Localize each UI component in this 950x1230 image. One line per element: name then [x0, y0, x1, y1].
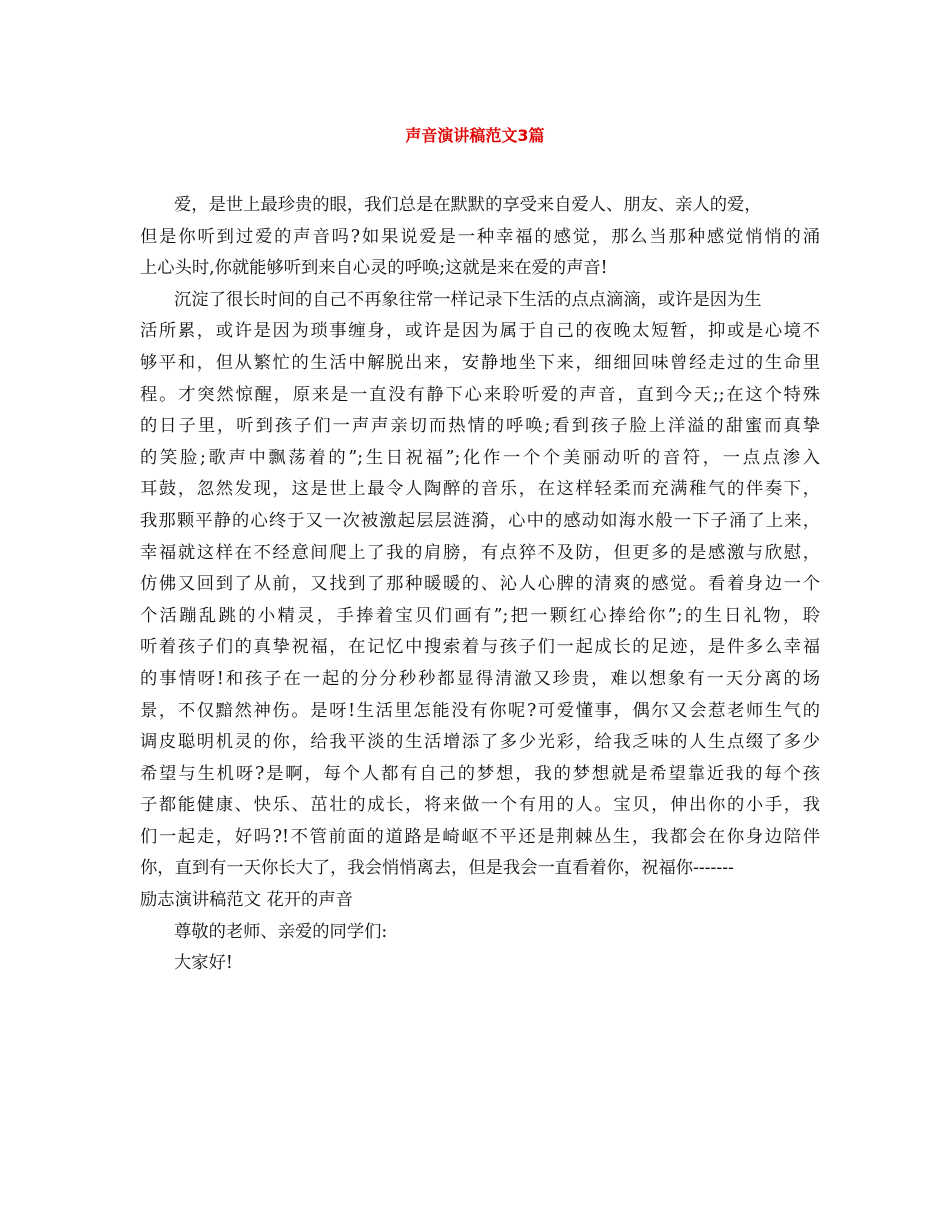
text-line: 励志演讲稿范文 花开的声音: [140, 890, 353, 911]
text-line: 爱，是世上最珍贵的眼，我们总是在默默的享受来自爱人、朋友、亲人的爱，: [174, 195, 762, 215]
text-line: 听着孩子们的真挚祝福，在记忆中搜索着与孩子们一起成长的足迹，是件多么幸福: [140, 637, 820, 658]
text-line: 调皮聪明机灵的你，给我平淡的生活增添了多少光彩，给我乏味的人生点缀了多少: [140, 732, 820, 753]
text-line: 大家好!: [174, 953, 233, 974]
text-line: 子都能健康、快乐、茁壮的成长，将来做一个有用的人。宝贝，伸出你的小手，我: [140, 795, 820, 816]
text-line: 沉淀了很长时间的自己不再象往常一样记录下生活的点点滴滴，或许是因为生: [174, 289, 762, 310]
text-line: 活所累，或许是因为琐事缠身，或许是因为属于自己的夜晚太短暂，抑或是心境不: [140, 321, 820, 342]
text-line: 幸福就这样在不经意间爬上了我的肩膀，有点猝不及防，但更多的是感激与欣慰，: [140, 542, 820, 563]
text-line: 们一起走，好吗?!不管前面的道路是崎岖不平还是荆棘丛生，我都会在你身边陪伴: [140, 826, 820, 847]
text-line: 景，不仅黯然神伤。是呀!生活里怎能没有你呢?可爱懂事，偶尔又会惹老师生气的: [140, 700, 820, 721]
text-line: 够平和，但从繁忙的生活中解脱出来，安静地坐下来，细细回味曾经走过的生命里: [140, 352, 820, 373]
text-line: 的事情呀!和孩子在一起的分分秒秒都显得清澈又珍贵，难以想象有一天分离的场: [140, 668, 820, 689]
text-line: 尊敬的老师、亲爱的同学们:: [174, 921, 388, 942]
text-line: 仿佛又回到了从前，又找到了那种暖暖的、沁人心脾的清爽的感觉。看着身边一个: [140, 574, 820, 595]
text-line: 但是你听到过爱的声音吗?如果说爱是一种幸福的感觉，那么当那种感觉悄悄的涌: [140, 226, 820, 247]
text-line: 个活蹦乱跳的小精灵，手捧着宝贝们画有”;把一颗红心捧给你”;的生日礼物，聆: [140, 605, 820, 626]
text-line: 耳鼓，忽然发现，这是世上最令人陶醉的音乐，在这样轻柔而充满稚气的伴奏下，: [140, 479, 820, 500]
text-line: 上心头时,你就能够听到来自心灵的呼唤;这就是来在爱的声音!: [140, 258, 608, 279]
text-line: 希望与生机呀?是啊，每个人都有自己的梦想，我的梦想就是希望靠近我的每个孩: [140, 763, 820, 784]
document-body: [140, 190, 820, 980]
text-line: 你，直到有一天你长大了，我会悄悄离去，但是我会一直看着你，祝福你-------: [140, 858, 734, 879]
text-line: 的日子里，听到孩子们一声声亲切而热情的呼唤;看到孩子脸上洋溢的甜蜜而真挚: [140, 416, 820, 437]
text-line: 的笑脸;歌声中飘荡着的”;生日祝福”;化作一个个美丽动听的音符，一点点渗入: [140, 447, 820, 468]
text-line: 我那颗平静的心终于又一次被激起层层涟漪，心中的感动如海水般一下子涌了上来，: [140, 510, 820, 531]
text-line: 程。才突然惊醒，原来是一直没有静下心来聆听爱的声音，直到今天;;在这个特殊: [140, 384, 820, 405]
document-title: 声音演讲稿范文3篇: [405, 126, 545, 145]
